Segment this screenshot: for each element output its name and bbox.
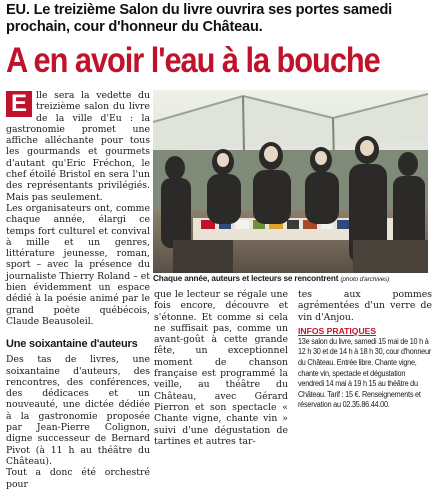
article-column-middle (154, 289, 288, 447)
photo-credit: (photo d'archives) (340, 276, 390, 283)
lead-paragraph (6, 90, 150, 203)
paragraph: Des tas de livres, une soixantaine d'auteurs, des rencontres, des conférences, des dédicaces et un nouveauté, une dictée dédiée à la gastronomie proposée par Jean-Pierre Colignon, digne successeur de Bernard Pivot (à 11 h au théâtre du Château). (6, 354, 150, 467)
paragraph: Tout a donc été orchestré pour (6, 467, 150, 490)
paragraph: tes aux pommes agrémentées d'un verre de vin d'Anjou. (298, 289, 432, 323)
paragraph: que le lecteur se régale une fois encore, découvre et s'étonne. Et comme si cela ne suffisait pas, comme un avant-goût à cette grande fête, un exceptionnel moment de chanson française est programmé la veille, au théâtre du Château, avec Gérard Pierron et son spectacle « Chante vigne, chante vin » suivi d'une dégustation de tartines et autres tar- (154, 289, 288, 447)
paragraph: Les organisateurs ont, comme chaque année, élargi ce temps fort culturel et convival à mille et un genres, littérature jeunesse, roman, sport – avec la présence du journaliste Thierry Roland – et bien évidemment un espace dédié à la poésie animé par le grand poète québécois, Claude Beausoleil. (6, 202, 150, 327)
caption-text: Chaque année, auteurs et lecteurs se rencontrent (153, 274, 339, 283)
book-fair-photo (153, 90, 428, 273)
article-lead: EU. Le treizième Salon du livre ouvrira ses portes samedi prochain, cour d'honneur du Château. (6, 2, 393, 35)
article-column-right (298, 289, 432, 411)
article-subhead: Une soixantaine d'auteurs (6, 338, 138, 351)
paragraph-text: lle sera la vedette du treizième salon du livre de la ville d'Eu : la gastronomie promet une affiche alléchante pour tous les gourmands et gourmets d'autant qu'Eric Fréchon, le chef étoilé Bristol en sera l'un des représentants privilégiés. Mais pas seulement. (6, 90, 150, 203)
article-photo (153, 90, 428, 273)
practical-info-text: 13e salon du livre, samedi 15 mai de 10 h à 12 h 30 et de 14 h à 18 h 30, cour d'honneur du Château. Entrée libre. Chante vigne, chante vin, spectacle et dégustation vendredi 14 mai à 19 h 15 au théâtre du Château. Tarif : 15 €. Renseignements et réservation au 02.35.86.44.00. (298, 336, 431, 410)
drop-cap: E (6, 91, 32, 117)
article-column-left (6, 90, 150, 490)
article-headline: A en avoir l'eau à la bouche (6, 41, 380, 80)
photo-caption (153, 274, 434, 285)
practical-info-heading: INFOS PRATIQUES (298, 325, 377, 336)
